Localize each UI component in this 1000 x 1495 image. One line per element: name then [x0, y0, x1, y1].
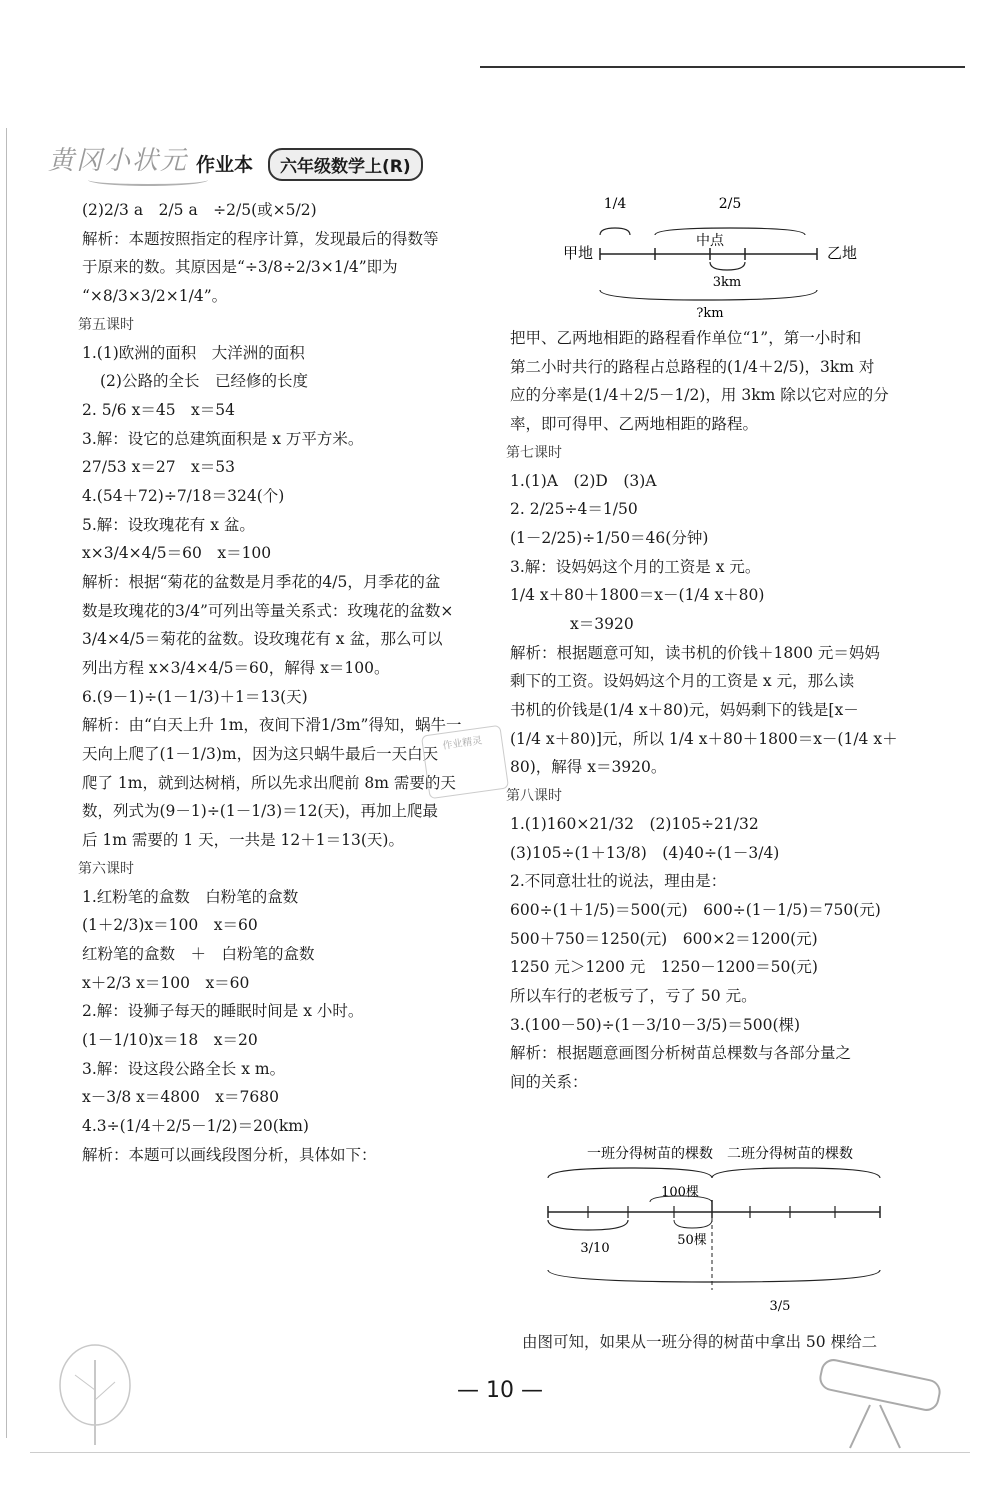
- top-rule: [480, 66, 965, 68]
- answer-line: x＝3920: [570, 614, 634, 633]
- lesson-heading: 第六课时: [78, 860, 134, 877]
- lesson-heading: 第七课时: [506, 444, 562, 461]
- answer-line: x＋2/3 x＝100 x＝60: [82, 973, 250, 992]
- analysis-line: 数，列式为(9－1)÷(1－1/3)＝12(天)，再加上爬最: [82, 802, 439, 821]
- analysis-line: 解析：本题按照指定的程序计算，发现最后的得数等: [82, 229, 439, 248]
- start-place-label: 甲地: [563, 244, 594, 262]
- analysis-line: 3/4×4/5＝菊花的盆数。设玫瑰花有 x 盆，那么可以: [82, 630, 443, 649]
- answer-line: 3.解：设妈妈这个月的工资是 x 元。: [510, 557, 761, 576]
- analysis-line: 第二小时共行的路程占总路程的(1/4＋2/5)，3km 对: [510, 357, 875, 376]
- answer-line: 4.3÷(1/4＋2/5－1/2)＝20(km): [82, 1116, 309, 1135]
- analysis-line: 解析：本题可以画线段图分析，具体如下：: [82, 1145, 377, 1164]
- page-number: — 10 —: [457, 1378, 543, 1403]
- answer-line: 1.(1)160×21/32 (2)105÷21/32: [510, 814, 759, 833]
- answer-line: 1.红粉笔的盒数 白粉笔的盒数: [82, 887, 299, 906]
- grade-badge: 六年级数学上(R): [268, 148, 423, 181]
- stamp-mark: 作业精灵: [421, 725, 509, 800]
- analysis-line: 书机的价钱是(1/4 x＋80)元，妈妈剩下的钱是[x－: [510, 700, 859, 719]
- analysis-line: 数是玫瑰花的3/4”可列出等量关系式：玫瑰花的盆数×: [82, 601, 454, 620]
- answer-line: 3.解：设它的总建筑面积是 x 万平方米。: [82, 429, 364, 448]
- answer-line: 1.(1)A (2)D (3)A: [510, 471, 657, 490]
- classes-label: 一班分得树苗的棵数 二班分得树苗的棵数: [587, 1146, 853, 1162]
- total-distance-label: ?km: [696, 306, 724, 320]
- analysis-line: 爬了 1m，就到达树梢，所以先求出爬前 8m 需要的天: [82, 773, 456, 792]
- analysis-line: 间的关系：: [510, 1072, 588, 1091]
- answer-line: 1250 元＞1200 元 1250－1200＝50(元): [510, 958, 818, 977]
- frac-three-fifths: 3/5: [769, 1299, 791, 1314]
- answer-line: 2.解：设狮子每天的睡眠时间是 x 小时。: [82, 1002, 364, 1021]
- right-column: [506, 324, 910, 1097]
- answer-line: 1.(1)欧洲的面积 大洋洲的面积: [82, 343, 305, 362]
- answer-line: 2. 2/25÷4＝1/50: [510, 500, 638, 519]
- analysis-line: 解析：根据“菊花的盆数是月季花的4/5，月季花的盆: [82, 572, 441, 591]
- answer-line: 600÷(1＋1/5)＝500(元) 600÷(1－1/5)＝750(元): [510, 900, 881, 919]
- analysis-line: “×8/3×3/2×1/4”。: [82, 287, 228, 306]
- frac-b-label: 2/5: [718, 196, 742, 212]
- brand-logo: 黄冈小状元: [48, 146, 189, 176]
- brand-swoosh: [88, 174, 208, 186]
- left-margin-rule: [6, 128, 7, 1438]
- frac-a-label: 1/4: [603, 196, 627, 212]
- analysis-line: 由图可知，如果从一班分得的树苗中拿出 50 棵给二: [522, 1333, 878, 1351]
- answer-line: 红粉笔的盒数 ＋ 白粉笔的盒数: [82, 944, 315, 963]
- page-header: [48, 134, 468, 190]
- analysis-line: 应的分率是(1/4＋2/5－1/2)，用 3km 除以它对应的分: [510, 386, 889, 405]
- bottom-rule: [30, 1452, 970, 1453]
- hundred-saplings-label: 100棵: [661, 1185, 699, 1200]
- answer-line: (1－2/25)÷1/50＝46(分钟): [510, 528, 709, 547]
- answer-line: 5.解：设玫瑰花有 x 盆。: [82, 515, 255, 534]
- answer-line: (2)2/3 a 2/5 a ÷2/5(或×5/2): [82, 201, 317, 219]
- analysis-line: 解析：根据题意可知，读书机的价钱＋1800 元＝妈妈: [510, 643, 880, 662]
- segment-diagram-saplings: [540, 1140, 900, 1320]
- analysis-line: 天向上爬了(1－1/3)m，因为这只蜗牛最后一天白天: [82, 744, 439, 763]
- analysis-line: 剩下的工资。设妈妈这个月的工资是 x 元，那么读: [510, 672, 855, 691]
- answer-line: 4.(54＋72)÷7/18＝324(个): [82, 486, 285, 505]
- left-column: [78, 196, 487, 1169]
- lesson-heading: 第五课时: [78, 316, 134, 333]
- answer-line: 500＋750＝1250(元) 600×2＝1200(元): [510, 929, 818, 948]
- answer-line: x－3/8 x＝4800 x＝7680: [82, 1088, 279, 1107]
- distance-3km-label: 3km: [712, 275, 742, 290]
- answer-line: (1－1/10)x＝18 x＝20: [82, 1030, 258, 1049]
- answer-line: 2.不同意壮壮的说法，理由是：: [510, 872, 727, 891]
- analysis-line: 80)，解得 x＝3920。: [510, 758, 667, 777]
- lesson-heading: 第八课时: [506, 787, 562, 804]
- analysis-line: (1/4 x＋80)]元，所以 1/4 x＋80＋1800＝x－(1/4 x＋: [510, 729, 898, 748]
- analysis-line: 把甲、乙两地相距的路程看作单位“1”，第一小时和: [510, 329, 862, 347]
- answer-line: 3.(100－50)÷(1－3/10－3/5)＝500(棵): [510, 1015, 801, 1034]
- midpoint-label: 中点: [696, 233, 724, 249]
- answer-line: 3.解：设这段公路全长 x m。: [82, 1059, 286, 1078]
- answer-line: (1＋2/3)x＝100 x＝60: [82, 916, 258, 935]
- workbook-title: 作业本: [196, 154, 254, 176]
- analysis-line: 解析：根据题意画图分析树苗总棵数与各部分量之: [510, 1044, 852, 1063]
- fifty-saplings-label: 50棵: [677, 1233, 707, 1248]
- answer-line: 2. 5/6 x＝45 x＝54: [82, 400, 236, 419]
- analysis-line: 列出方程 x×3/4×4/5＝60，解得 x＝100。: [82, 658, 390, 677]
- answer-line: 1/4 x＋80＋1800＝x－(1/4 x＋80): [510, 586, 765, 605]
- answer-line: 27/53 x＝27 x＝53: [82, 458, 236, 477]
- frac-three-tenths: 3/10: [580, 1241, 610, 1256]
- answer-line: 所以车行的老板亏了，亏了 50 元。: [510, 986, 757, 1005]
- analysis-line: 后 1m 需要的 1 天，一共是 12＋1＝13(天)。: [82, 831, 404, 849]
- end-place-label: 乙地: [827, 244, 858, 262]
- answer-line: 6.(9－1)÷(1－1/3)＋1＝13(天): [82, 687, 308, 706]
- analysis-line: 于原来的数。其原因是“÷3/8÷2/3×1/4”即为: [82, 258, 398, 277]
- analysis-line: 率，即可得甲、乙两地相距的路程。: [510, 415, 759, 434]
- segment-diagram-distance: [555, 190, 875, 320]
- answer-line: x×3/4×4/5＝60 x＝100: [82, 544, 272, 563]
- answer-line: (3)105÷(1＋13/8) (4)40÷(1－3/4): [510, 843, 780, 862]
- answer-line: (2)公路的全长 已经修的长度: [100, 372, 308, 391]
- analysis-line: 解析：由“白天上升 1m，夜间下滑1/3m”得知，蜗牛一: [82, 716, 462, 735]
